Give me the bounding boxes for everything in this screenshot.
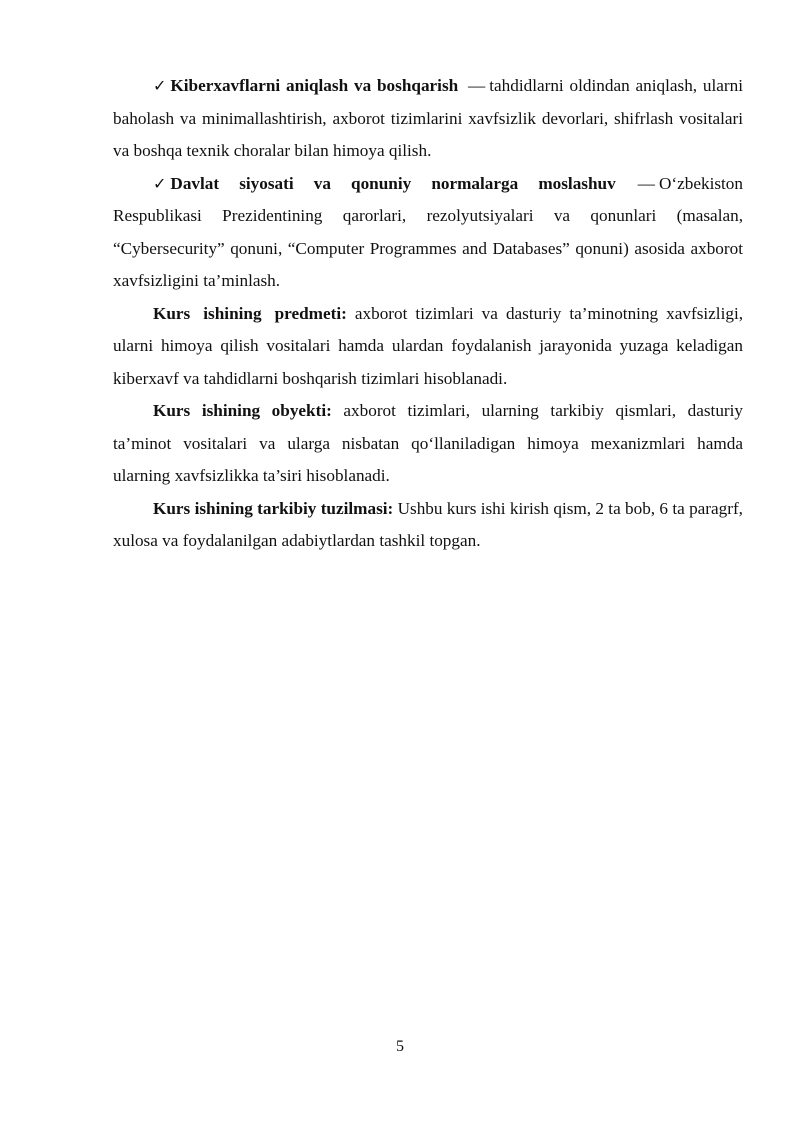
page-number: 5: [396, 1038, 404, 1055]
paragraph-object: [113, 395, 743, 493]
bullet-item-cyber-threats: [113, 70, 743, 168]
em-dash: —: [468, 76, 486, 95]
bullet-item-title: Kiberxavflarni aniqlash va boshqarish: [170, 76, 459, 95]
paragraph-text: axborot tizimlari, ularning tarkibiy qismlari, dasturiy ta’minot vositalari va ularga nisbatan qo‘llaniladigan himoya mexanizmlari hamda ularning xavfsizlikka ta’siri hisoblanadi.: [113, 401, 744, 485]
paragraph-title: Kurs ishining tarkibiy tuzilmasi:: [153, 498, 394, 518]
paragraph-structure: [113, 493, 743, 558]
checkmark-icon: ✓: [153, 173, 167, 193]
paragraph-text: axborot tizimlari va dasturiy ta’minotning xavfsizligi, ularni himoya qilish vositalari hamda ulardan foydalanish jarayonida yuzaga keladigan kiberxavf va tahdidlarni boshqarish tizimlari hisoblanadi.: [113, 303, 744, 388]
bullet-item-state-policy: [113, 168, 743, 298]
paragraph-subject: [113, 298, 743, 396]
bullet-item-title: Davlat siyosati va qonuniy normalarga moslashuv: [170, 173, 616, 193]
bullet-item-text: O‘zbekiston Respublikasi Prezidentining qarorlari, rezolyutsiyalari va qonunlari (masalan, “Cybersecurity” qonuni, “Computer Programmes and Databases” qonuni) asosida axborot xavfsizligini ta’minlash.: [113, 173, 743, 290]
paragraph-text: Ushbu kurs ishi kirish qism, 2 ta bob, 6 ta paragrf, xulosa va foydalanilgan adabiytlardan tashkil topgan.: [113, 498, 743, 550]
bullet-item-text: tahdidlarni oldindan aniqlash, ularni baholash va minimallashtirish, axborot tizimlarini xavfsizlik devorlari, shifrlash vositalari va boshqa texnik choralar bilan himoya qilish.: [113, 76, 744, 160]
paragraph-title: Kurs ishining predmeti:: [153, 303, 347, 323]
checkmark-icon: ✓: [153, 76, 167, 95]
paragraph-title: Kurs ishining obyekti:: [153, 401, 332, 420]
em-dash: —: [637, 173, 655, 193]
document-page: [113, 70, 743, 558]
